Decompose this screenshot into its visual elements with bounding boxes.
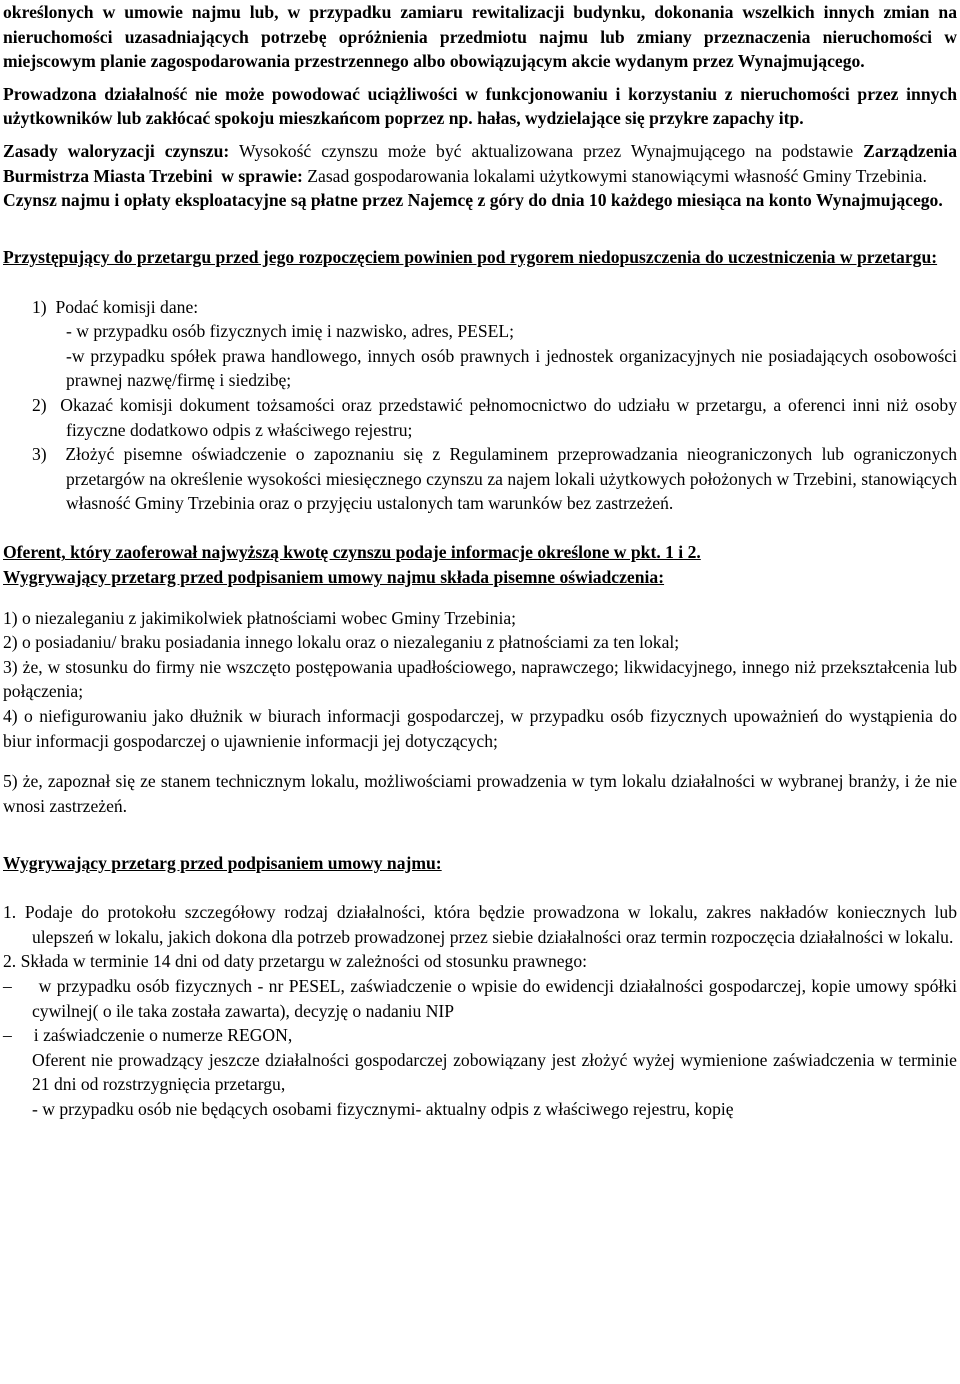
- requirement-item-2: [3, 393, 957, 442]
- requirement-item-3: [3, 442, 957, 516]
- requirement-item-1: [3, 295, 957, 320]
- valorization-paragraph: [3, 139, 957, 188]
- declaration-4: 4) o niefigurowaniu jako dłużnik w biurach informacji gospodarczej, w przypadku osób fizycznych upoważnień do wystąpienia do biur informacji gospodarczej o ujawnienie informacji jej dotyczących;: [3, 706, 957, 751]
- declaration-3: 3) że, w stosunku do firmy nie wszczęto postępowania upadłościowego, naprawczego; likwidacyjnego, innego niż przekształcenia lub połączenia;: [3, 656, 957, 702]
- declaration-1: 1) o niezaleganiu z jakimikolwiek płatnościami wobec Gminy Trzebinia;: [3, 607, 517, 628]
- declaration-2: 2) o posiadaniu/ braku posiadania innego lokalu oraz o niezaleganiu z płatnościami za ten lokal;: [3, 632, 680, 653]
- before-contract-heading: Wygrywający przetarg przed podpisaniem umowy najmu:: [3, 853, 442, 873]
- dash-bullet: –: [3, 1025, 12, 1046]
- winner-declarations-heading: Wygrywający przetarg przed podpisaniem umowy najmu składa pisemne oświadczenia:: [3, 567, 665, 588]
- obligation-1: 1. Podaje do protokołu szczegółowy rodzaj działalności, która będzie prowadzona w lokalu, zakres nakładów koniecznych lub ulepszeń w lokalu, jakich dokona dla potrzeb prowadzonej przez siebie działalności oraz termin rozpoczęcia działalności w lokalu.: [3, 902, 957, 947]
- regulation-title: Zasad gospodarowania lokalami użytkowymi stanowiącymi własność Gminy Trzebinia.: [307, 165, 927, 186]
- item-text: Złożyć pisemne oświadczenie o zapoznaniu się z Regulaminem przeprowadzania nieograniczonych lub ograniczonych przetargów na określenie wysokości miesięcznego czynszu za najem lokali użytkowych położonych w Trzebini, stanowiących własność Gminy Trzebinia oraz o przyjęciu ustalonych tam warunków bez zastrzeżeń.: [65, 444, 957, 514]
- obligation-bullet-natural-persons: [3, 974, 957, 1023]
- valorization-label: Zasady waloryzacji czynszu:: [3, 140, 230, 161]
- item-text: Podać komisji dane:: [55, 296, 199, 317]
- winner-info-heading: Oferent, który zaoferował najwyższą kwotę czynszu podaje informacje określone w pkt. 1 i 2.: [3, 542, 701, 563]
- requirement-sub-natural-persons: - w przypadku osób fizycznych imię i nazwisko, adres, PESEL;: [66, 321, 515, 342]
- document-page: [3, 0, 957, 1122]
- dash-bullet: –: [3, 975, 12, 996]
- nuisance-paragraph: Prowadzona działalność nie może powodować uciążliwości w funkcjonowaniu i korzystaniu z nieruchomości przez innych użytkowników lub zakłócać spokoju mieszkańcom poprzez np. hałas, wydzielające się przykre zapachy itp.: [3, 83, 957, 129]
- obligation-2: 2. Składa w terminie 14 dni od daty przetargu w zależności od stosunku prawnego:: [3, 951, 588, 972]
- item-number: 2): [32, 394, 47, 415]
- participation-heading: Przystępujący do przetargu przed jego rozpoczęciem powinien pod rygorem niedopuszczenia do uczestniczenia w przetargu:: [3, 247, 938, 268]
- item-number: 3): [32, 444, 47, 465]
- in-matter-label: w sprawie:: [221, 165, 303, 186]
- bullet-text: w przypadku osób fizycznych - nr PESEL, zaświadczenie o wpisie do ewidencji działalności gospodarczej, kopie umowy spółki cywilnej( o ile taka została zawarta), decyzję o nadaniu NIP: [32, 975, 957, 1021]
- payment-terms: Czynsz najmu i opłaty eksploatacyjne są płatne przez Najemcę z góry do dnia 10 każdego miesiąca na konto Wynajmującego.: [3, 190, 943, 211]
- lease-termination-paragraph: określonych w umowie najmu lub, w przypadku zamiaru rewitalizacji budynku, dokonania wszelkich innych zmian na nieruchomości uzasadniających potrzebę opróżnienia przedmiotu najmu lub zmiany przeznaczenia nieruchomości w miejscowym planie zagospodarowania przestrzennego albo obowiązującym akcie wydanym przez Wynajmującego.: [3, 2, 957, 72]
- item-text: Okazać komisji dokument tożsamości oraz przedstawić pełnomocnictwo do udziału w przetargu, a oferenci inni niż osoby fizyczne dodatkowo odpis z właściwego rejestru;: [60, 394, 957, 440]
- declaration-5: 5) że, zapoznał się ze stanem technicznym lokalu, możliwościami prowadzenia w tym lokalu działalności w wybranej branży, i że nie wnosi zastrzeżeń.: [3, 771, 957, 816]
- obligation-new-business: Oferent nie prowadzący jeszcze działalności gospodarczej zobowiązany jest złożyć wyżej wymienione zaświadczenia w terminie 21 dni od rozstrzygnięcia przetargu,: [32, 1049, 957, 1095]
- requirement-sub-companies: -w przypadku spółek prawa handlowego, innych osób prawnych i jednostek organizacyjnych nie posiadających osobowości prawnej nazwę/firmę i siedzibę;: [66, 345, 957, 391]
- item-number: 1): [32, 296, 47, 317]
- bullet-text: i zaświadczenie o numerze REGON,: [33, 1025, 293, 1046]
- obligation-bullet-regon: [3, 1023, 957, 1048]
- valorization-text: Wysokość czynszu może być aktualizowana przez Wynajmującego na podstawie: [238, 140, 854, 161]
- regulation-reference: Zarządzenia Burmistrza Miasta Trzebini: [3, 140, 957, 186]
- obligation-legal-entities: - w przypadku osób nie będących osobami fizycznymi- aktualny odpis z właściwego rejestru, kopię: [32, 1098, 734, 1119]
